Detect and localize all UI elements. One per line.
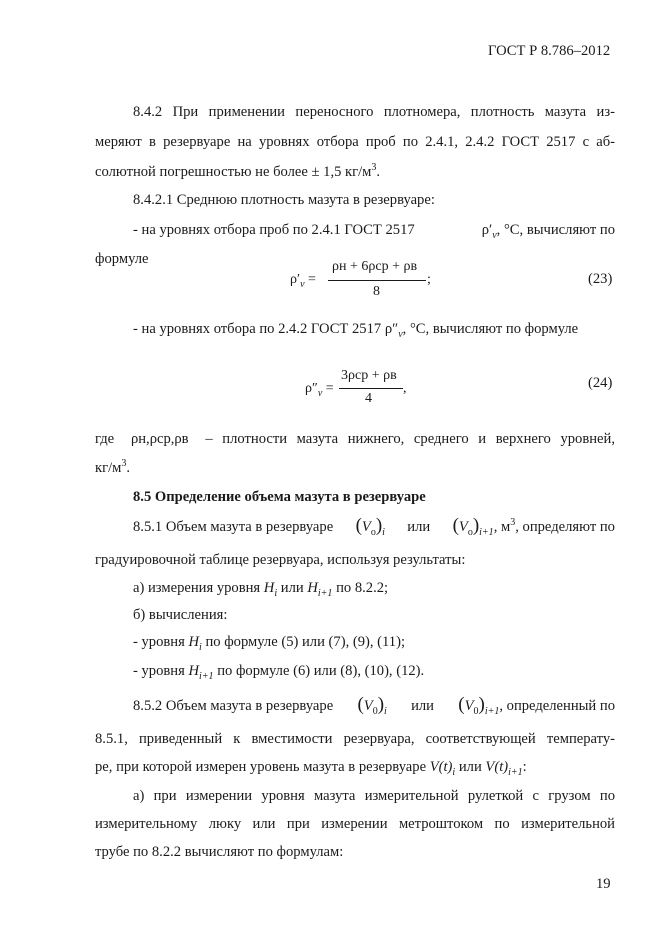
equation-24 (305, 366, 415, 412)
section-8-5-title: 8.5 Определение объема мазута в резервуаре (133, 489, 426, 505)
page-number: 19 (596, 876, 611, 892)
eq24-denominator: 4 (365, 391, 372, 406)
where-line1 (95, 430, 615, 448)
v0-i-symbol: $(V_o)_i$ (355, 515, 385, 538)
item1-symbol: $\rho'_v$, °С, вычисляют по (481, 222, 615, 241)
list-item-a: а) измерения уровня $H_i$ или $H_{i+1}$ по 8.2.2; (133, 580, 389, 599)
list-item-d: - уровня $H_{i+1}$ по формуле (6) или (8), (10), (12). (133, 663, 425, 682)
list-item-c: - уровня $H_i$ по формуле (5) или (7), (9), (11); (133, 634, 406, 653)
p842-line2: меряют в резервуаре на уровнях отбора проб по 2.4.1, 2.4.2 ГОСТ 2517 с аб- (95, 134, 615, 150)
p851-line1: 8.5.1 Объем мазута в резервуаре $(V_o)_i$ или $(V_o)_{i+1}$, $м^3$, определяют по (133, 515, 615, 538)
p852a-line1: а) при измерении уровня мазута измерительной рулеткой с грузом по (133, 788, 615, 804)
p842-line1: 8.4.2 При применении переносного плотномера, плотность мазута из- (133, 104, 615, 120)
where-word: где (95, 431, 115, 447)
p851-line2: градуировочной таблице резервуара, используя результаты: (95, 552, 466, 568)
p852a-line2: измерительному люку или при измерении метроштоком по измерительной (95, 816, 615, 832)
eq23-numerator: ρн + 6ρср + ρв (332, 259, 418, 274)
p852-line3: ре, при которой измерен уровень мазута в резервуаре $V(t)_i$ или $V(t)_{i+1}$: (95, 759, 527, 778)
equation-23 (290, 256, 430, 302)
v0-i1-symbol: $(V_o)_{i+1}$, $м^3$, определяют по (452, 515, 615, 538)
eq23-lhs: $\rho'_v$ = (290, 272, 316, 290)
p852-line2: 8.5.1, приведенный к вместимости резервуара, соответствующей температу- (95, 731, 615, 747)
p8421-text: 8.4.2.1 Среднюю плотность мазута в резервуаре: (133, 192, 435, 208)
item1-text-a: - на уровнях отбора проб по 2.4.1 ГОСТ 2517 (133, 222, 415, 238)
eq23-tail: ; (427, 272, 431, 287)
eq24-number: (24) (588, 375, 613, 391)
p852a-line3: трубе по 8.2.2 вычисляют по формулам: (95, 844, 344, 860)
p852-line1: 8.5.2 Объем мазута в резервуаре $(V_0)_i$ или $(V_0)_{i+1}$, определенный по (133, 694, 615, 717)
item2-line: - на уровнях отбора по 2.4.2 ГОСТ 2517 $\rho''_v$, °С, вычисляют по формуле (133, 321, 579, 340)
list-item-b: б) вычисления: (133, 607, 228, 623)
page-header-standard: ГОСТ Р 8.786–2012 (488, 43, 611, 59)
p842-line3: солютной погрешностью не более ± 1,5 $кг/м^3$. (95, 162, 381, 180)
eq23-number: (23) (588, 271, 613, 287)
item2-symbol: $\rho''_v$ (384, 321, 403, 340)
eq24-fraction-bar (339, 388, 403, 389)
item1-line1 (133, 221, 615, 239)
eq24-numerator: 3ρср + ρв (341, 368, 397, 383)
v0-i1-symbol-2: $(V_0)_{i+1}$, определенный по (458, 694, 615, 717)
where-symbols: ρн,ρср,ρв (130, 431, 189, 447)
eq24-tail: , (403, 381, 407, 396)
v0-i-symbol-2: $(V_0)_i$ (357, 694, 387, 717)
eq23-denominator: 8 (373, 284, 380, 299)
eq24-lhs: $\rho''_v$ = (305, 381, 334, 399)
item1-line2: формуле (95, 251, 149, 267)
where-description: – плотности мазута нижнего, среднего и верхнего уровней, (205, 431, 615, 447)
eq23-fraction-bar (328, 280, 426, 281)
where-line2: $кг/м^3$. (95, 458, 131, 476)
